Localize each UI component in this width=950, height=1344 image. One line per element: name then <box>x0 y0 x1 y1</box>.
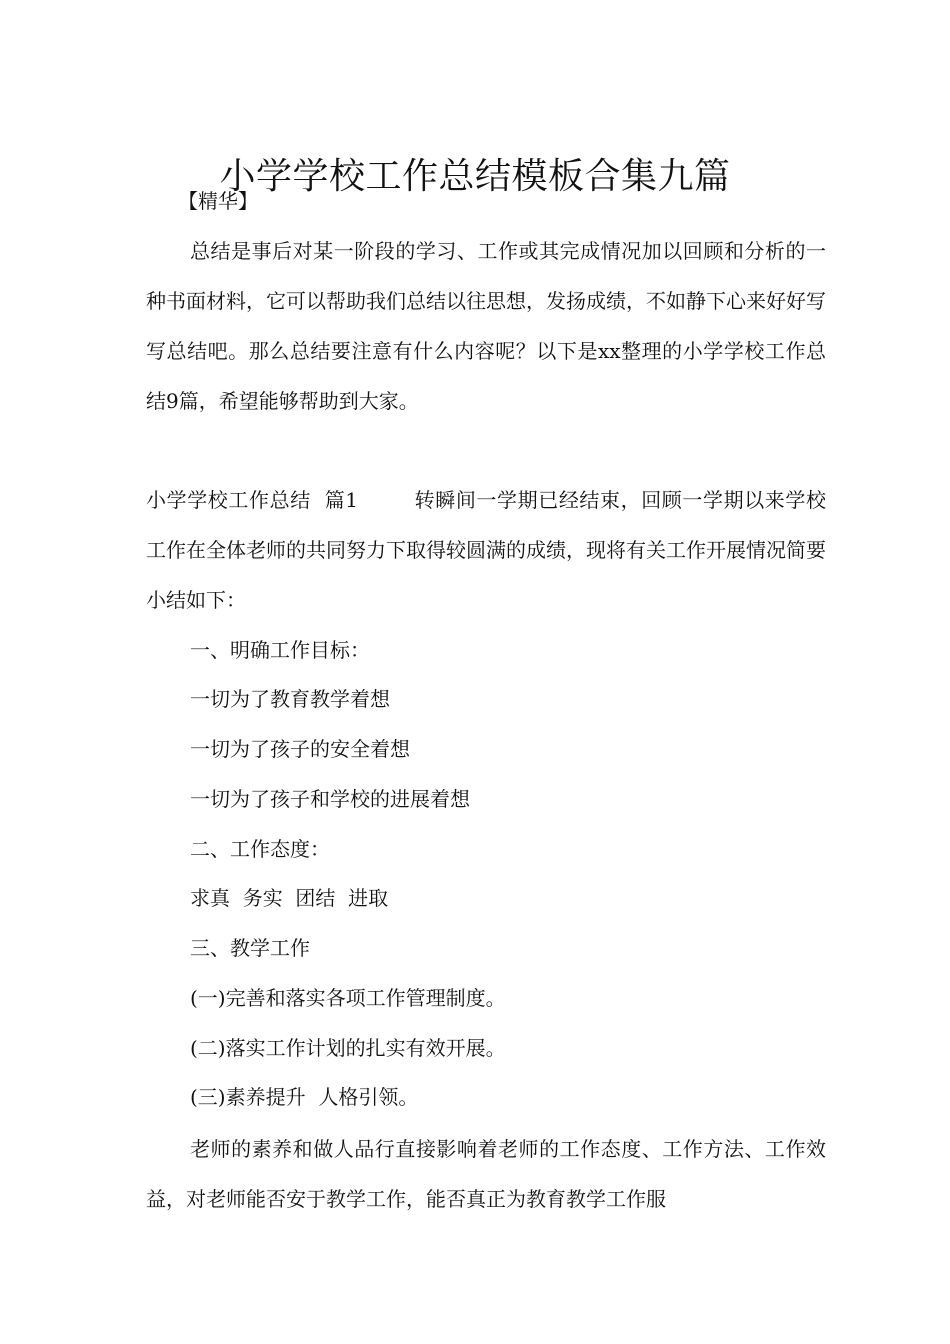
closing-paragraph: 老师的素养和做人品行直接影响着老师的工作态度、工作方法、工作效益，对老师能否安于教学工作，能否真正为教育教学工作服 <box>146 1137 826 1211</box>
list-line: 求真 务实 团结 进取 <box>190 886 389 910</box>
list-line: (三)素养提升 人格引领。 <box>190 1085 419 1109</box>
intro-paragraph: 总结是事后对某一阶段的学习、工作或其完成情况加以回顾和分析的一种书面材料，它可以帮助我们总结以往思想，发扬成绩，不如静下心来好好写写总结吧。那么总结要注意有什么内容呢？以下是xx整理的小学学校工作总结9篇，希望能够帮助到大家。 <box>146 239 826 413</box>
list-line: 一、明确工作目标： <box>190 638 370 662</box>
document-title: 小学学校工作总结模板合集九篇 <box>219 156 731 198</box>
list-line: 一切为了教育教学着想 <box>190 687 390 711</box>
list-line: 一切为了孩子和学校的进展着想 <box>190 787 470 811</box>
section-1-paragraph <box>146 475 826 625</box>
section-1-heading: 小学学校工作总结 篇1 <box>146 488 359 512</box>
section-1-opening: 转瞬间一学期已经结束，回顾一学期以来学校工作在全体老师的共同努力下取得较圆满的成绩，现将有关工作开展情况简要小结如下： <box>146 488 826 612</box>
list-line: 三、教学工作 <box>190 936 310 960</box>
list-line: (一)完善和落实各项工作管理制度。 <box>190 986 506 1010</box>
document-tag: 【精华】 <box>178 189 258 213</box>
list-line: 二、工作态度： <box>190 837 330 861</box>
list-line: (二)落实工作计划的扎实有效开展。 <box>190 1036 506 1060</box>
list-line: 一切为了孩子的安全着想 <box>190 737 410 761</box>
